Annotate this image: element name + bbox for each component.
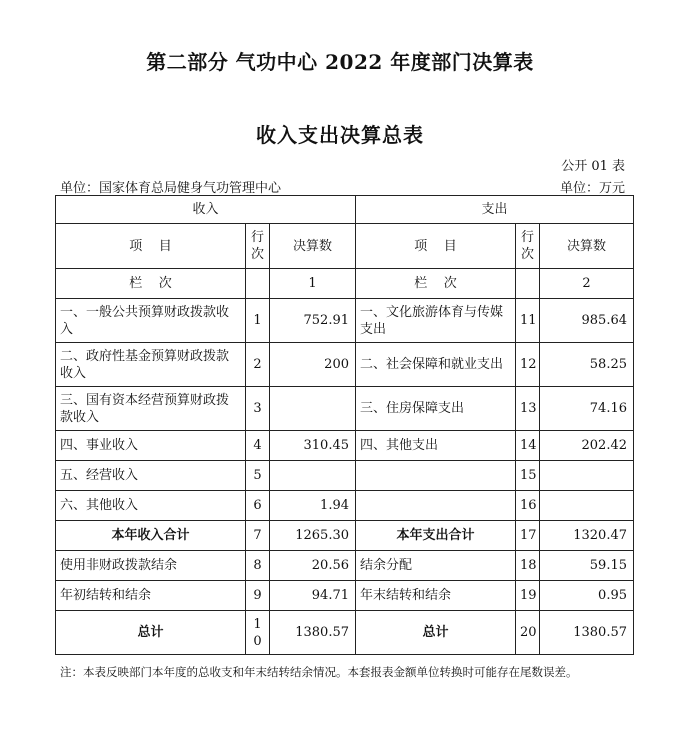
expense-item [356, 461, 516, 491]
expense-line-number: 15 [516, 461, 540, 491]
expense-amount: 59.15 [540, 551, 634, 581]
income-item: 五、经营收入 [56, 461, 246, 491]
expense-item-header: 项 目 [356, 224, 516, 269]
income-row-header: 行次 [246, 224, 270, 269]
income-item-header: 项 目 [56, 224, 246, 269]
table-title: 收入支出决算总表 [256, 123, 424, 147]
expense-lanci-blank [516, 269, 540, 299]
expense-item: 一、文化旅游体育与传媒支出 [356, 299, 516, 343]
expense-column-number: 2 [540, 269, 634, 299]
expense-item [356, 491, 516, 521]
income-total-label: 总计 [56, 611, 246, 655]
expense-lanci-label: 栏 次 [356, 269, 516, 299]
income-line-number: 9 [246, 581, 270, 611]
income-item: 一、一般公共预算财政拨款收入 [56, 299, 246, 343]
income-amount [270, 387, 356, 431]
expense-item: 四、其他支出 [356, 431, 516, 461]
table-row [56, 387, 634, 431]
income-lanci-label: 栏 次 [56, 269, 246, 299]
income-item: 四、事业收入 [56, 431, 246, 461]
column-number-row [56, 269, 634, 299]
income-line-number: 6 [246, 491, 270, 521]
expense-item: 年末结转和结余 [356, 581, 516, 611]
expense-amount: 1320.47 [540, 521, 634, 551]
expense-row-header: 行次 [516, 224, 540, 269]
expense-line-number: 16 [516, 491, 540, 521]
income-header: 收入 [56, 196, 356, 224]
expense-item: 二、社会保障和就业支出 [356, 343, 516, 387]
income-amount: 752.91 [270, 299, 356, 343]
income-column-number: 1 [270, 269, 356, 299]
income-amount: 20.56 [270, 551, 356, 581]
expense-item: 三、住房保障支出 [356, 387, 516, 431]
income-line-number: 7 [246, 521, 270, 551]
table-row-subtotal [56, 521, 634, 551]
page-title: 第二部分 气功中心 2022 年度部门决算表 [146, 50, 534, 74]
income-expense-table [55, 195, 634, 655]
table-row [56, 343, 634, 387]
expense-amount: 202.42 [540, 431, 634, 461]
table-section-header-row [56, 196, 634, 224]
table-row-total [56, 611, 634, 655]
expense-line-number: 11 [516, 299, 540, 343]
income-item: 二、政府性基金预算财政拨款收入 [56, 343, 246, 387]
income-amount-header: 决算数 [270, 224, 356, 269]
income-item: 使用非财政拨款结余 [56, 551, 246, 581]
income-amount: 1380.57 [270, 611, 356, 655]
expense-amount: 58.25 [540, 343, 634, 387]
table-row [56, 491, 634, 521]
table-column-header-row [56, 224, 634, 269]
expense-subtotal-label: 本年支出合计 [356, 521, 516, 551]
expense-amount [540, 491, 634, 521]
table-row [56, 581, 634, 611]
expense-amount: 985.64 [540, 299, 634, 343]
expense-amount: 74.16 [540, 387, 634, 431]
income-amount: 1.94 [270, 491, 356, 521]
expense-line-number: 17 [516, 521, 540, 551]
expense-total-label: 总计 [356, 611, 516, 655]
income-amount: 200 [270, 343, 356, 387]
income-item: 三、国有资本经营预算财政拨款收入 [56, 387, 246, 431]
income-line-number: 5 [246, 461, 270, 491]
income-line-number: 8 [246, 551, 270, 581]
expense-amount: 0.95 [540, 581, 634, 611]
income-line-number: 2 [246, 343, 270, 387]
unit-organization: 单位：国家体育总局健身气功管理中心 [60, 181, 282, 196]
income-item: 六、其他收入 [56, 491, 246, 521]
income-amount [270, 461, 356, 491]
expense-line-number: 19 [516, 581, 540, 611]
income-amount: 310.45 [270, 431, 356, 461]
table-row [56, 299, 634, 343]
expense-line-number: 18 [516, 551, 540, 581]
form-code: 公开 01 表 [561, 159, 625, 174]
table-row [56, 461, 634, 491]
income-line-number: 1 [246, 299, 270, 343]
table-row [56, 551, 634, 581]
footnote: 注：本表反映部门本年度的总收支和年末结转结余情况。本套报表金额单位转换时可能存在尾数误差。 [60, 665, 578, 679]
expense-line-number: 12 [516, 343, 540, 387]
income-line-number: 10 [246, 611, 270, 655]
income-amount: 94.71 [270, 581, 356, 611]
unit-money: 单位：万元 [559, 181, 625, 196]
income-line-number: 4 [246, 431, 270, 461]
income-lanci-blank [246, 269, 270, 299]
expense-amount: 1380.57 [540, 611, 634, 655]
expense-amount-header: 决算数 [540, 224, 634, 269]
income-item: 年初结转和结余 [56, 581, 246, 611]
table-row [56, 431, 634, 461]
income-amount: 1265.30 [270, 521, 356, 551]
expense-item: 结余分配 [356, 551, 516, 581]
expense-line-number: 13 [516, 387, 540, 431]
income-subtotal-label: 本年收入合计 [56, 521, 246, 551]
expense-line-number: 20 [516, 611, 540, 655]
expense-amount [540, 461, 634, 491]
income-line-number: 3 [246, 387, 270, 431]
expense-line-number: 14 [516, 431, 540, 461]
expense-header: 支出 [356, 196, 634, 224]
